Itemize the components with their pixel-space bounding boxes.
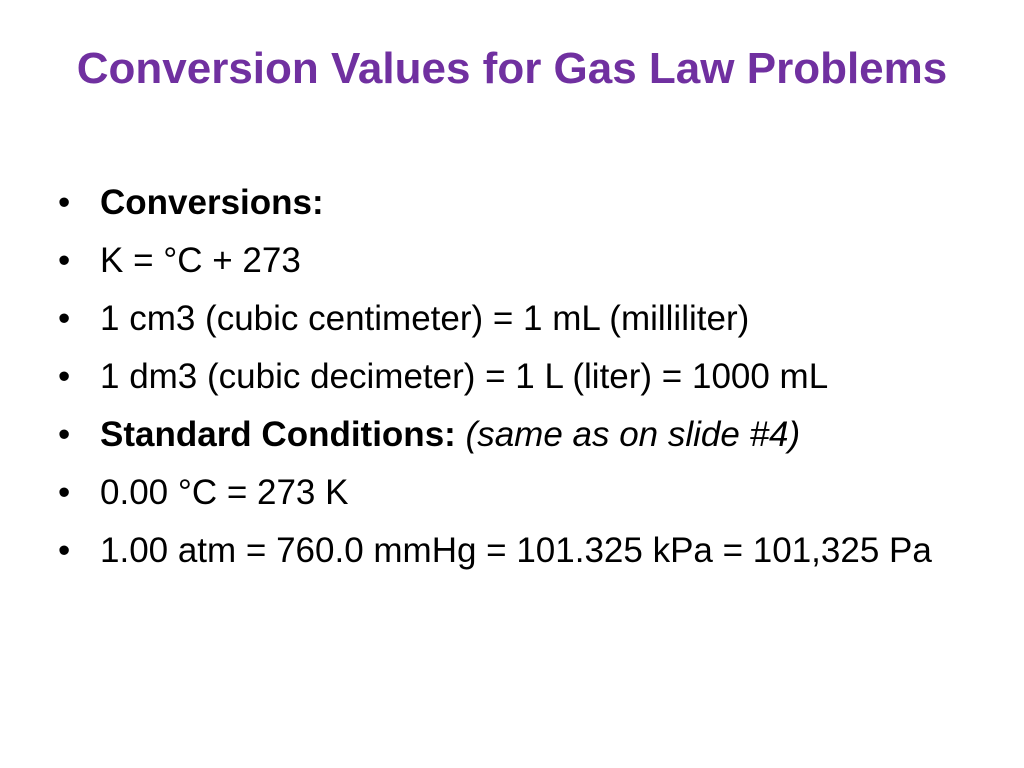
bullet-item-kelvin <box>58 236 958 286</box>
bullet-bold-text: Standard Conditions: <box>100 415 456 454</box>
bullet-icon: • <box>58 299 71 338</box>
bullet-icon: • <box>58 241 71 280</box>
bullet-icon: • <box>58 473 71 512</box>
bullet-item-stp-pressure <box>58 526 958 576</box>
bullet-item-dm3 <box>58 352 958 402</box>
bullet-text <box>456 415 466 454</box>
bullet-icon: • <box>58 531 71 570</box>
bullet-item-conversions <box>58 178 958 228</box>
bullet-list <box>58 178 958 584</box>
bullet-item-standard-conditions <box>58 410 958 460</box>
bullet-icon: • <box>58 415 71 454</box>
bullet-text: 0.00 °C = 273 K <box>100 473 349 512</box>
bullet-text: 1 cm3 (cubic centimeter) = 1 mL (milliliter) <box>100 299 750 338</box>
bullet-bold-text: Conversions: <box>100 183 324 222</box>
bullet-italic-text: (same as on slide #4) <box>465 415 801 454</box>
bullet-item-stp-temperature <box>58 468 958 518</box>
bullet-text: 1 dm3 (cubic decimeter) = 1 L (liter) = 1000 mL <box>100 357 829 396</box>
bullet-icon: • <box>58 183 71 222</box>
bullet-text: K = °C + 273 <box>100 241 301 280</box>
bullet-item-cm3 <box>58 294 958 344</box>
bullet-text: 1.00 atm = 760.0 mmHg = 101.325 kPa = 101,325 Pa <box>100 531 932 570</box>
slide-title: Conversion Values for Gas Law Problems <box>76 44 948 93</box>
bullet-icon: • <box>58 357 71 396</box>
